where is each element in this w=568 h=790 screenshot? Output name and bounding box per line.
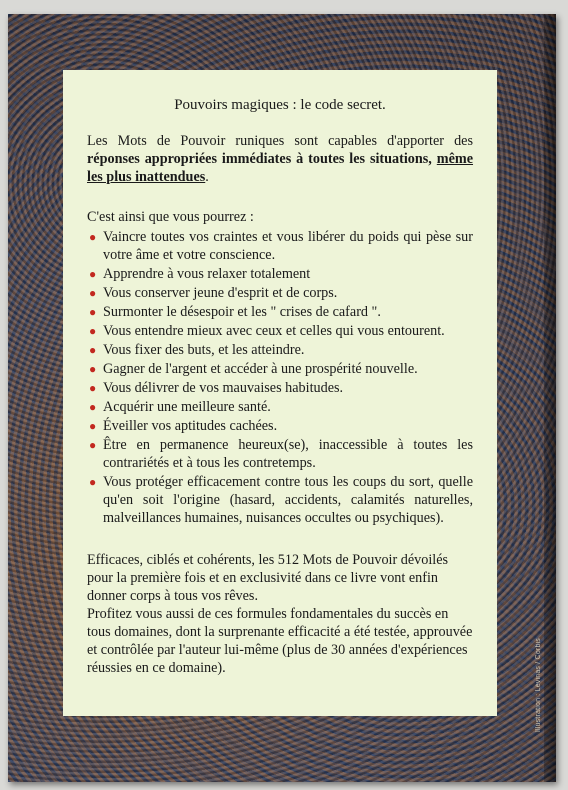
panel-title: Pouvoirs magiques : le code secret. (174, 97, 386, 113)
bullet-icon: ● (89, 475, 97, 489)
intro-start: Les Mots de Pouvoir runiques sont capables d'apporter des (87, 133, 473, 149)
list-item (87, 360, 473, 378)
list-item-text: Vaincre toutes vos craintes et vous libérer du poids qui pèse sur votre âme et votre conscience. (103, 229, 473, 263)
list-item (87, 284, 473, 302)
list-item (87, 436, 473, 472)
list-item (87, 398, 473, 416)
intro-end: . (205, 169, 209, 185)
list-item-text: Gagner de l'argent et accéder à une prospérité nouvelle. (103, 361, 418, 377)
bullet-icon: ● (89, 343, 97, 357)
book-cover (8, 14, 556, 782)
list-item-text: Vous fixer des buts, et les atteindre. (103, 342, 305, 358)
bullet-icon: ● (89, 400, 97, 414)
intro-bold: réponses appropriées immédiates à toutes les situations, (87, 151, 432, 167)
list-lead: C'est ainsi que vous pourrez : (87, 209, 254, 225)
list-item (87, 303, 473, 321)
list-item (87, 341, 473, 359)
list-item-text: Vous protéger efficacement contre tous les coups du sort, quelle qu'en soit l'origine (hasard, accidents, calamités naturelles, malveillances humaines, nuisances occultes ou psychiques). (103, 474, 473, 526)
list-item (87, 417, 473, 435)
list-item-text: Vous délivrer de vos mauvaises habitudes. (103, 380, 344, 396)
bullet-icon: ● (89, 381, 97, 395)
list-item-text: Vous conserver jeune d'esprit et de corps. (103, 285, 338, 301)
intro-paragraph (87, 132, 473, 186)
bullet-icon: ● (89, 324, 97, 338)
bullet-icon: ● (89, 438, 97, 452)
bullet-icon: ● (89, 362, 97, 376)
list-item (87, 473, 473, 527)
list-item (87, 228, 473, 264)
paragraph-efficaces: Efficaces, ciblés et cohérents, les 512 Mots de Pouvoir dévoilés pour la première fois et en exclusivité dans ce livre vont enfin donner corps à tous vos rêves. (87, 552, 449, 604)
list-item-text: Vous entendre mieux avec ceux et celles qui vous entourent. (103, 323, 445, 339)
intro-underlined: même les plus inattendues (87, 151, 474, 185)
list-item-text: Apprendre à vous relaxer totalement (103, 266, 311, 282)
list-item-text: Surmonter le désespoir et les " crises de cafard ". (103, 304, 381, 320)
list-item-text: Éveiller vos aptitudes cachées. (103, 418, 278, 434)
list-item (87, 265, 473, 283)
bullet-icon: ● (89, 305, 97, 319)
list-item (87, 322, 473, 340)
illustration-credit: Illustration : Lévinas / Corbis (535, 637, 542, 732)
bullet-icon: ● (89, 286, 97, 300)
bullet-icon: ● (89, 267, 97, 281)
list-item-text: Être en permanence heureux(se), inaccessible à toutes les contrariétés et à tous les contretemps. (103, 437, 473, 471)
text-panel (63, 70, 497, 716)
paragraph-profitez: Profitez vous aussi de ces formules fondamentales du succès en tous domaines, dont la surprenante efficacité a été testée, approuvée et contrôlée par l'auteur lui-même (plus de 30 années d'expériences réussies en ce domaine). (87, 606, 473, 676)
list-item (87, 379, 473, 397)
list-item-text: Acquérir une meilleure santé. (103, 399, 271, 415)
cover-edge-shadow (544, 14, 556, 782)
bullet-icon: ● (89, 419, 97, 433)
bullet-icon: ● (89, 230, 97, 244)
benefits-list (87, 228, 473, 527)
